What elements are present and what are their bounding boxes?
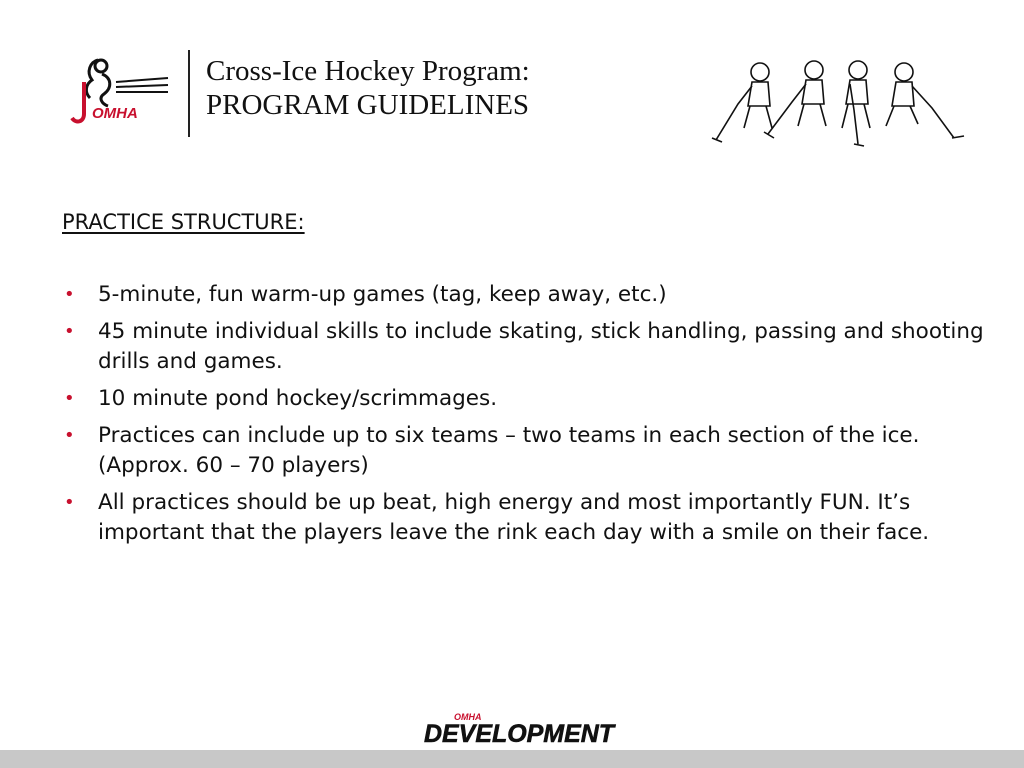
list-item: • 5-minute, fun warm-up games (tag, keep away, etc.) [62,280,992,310]
dev-logo-small-text: OMHA [454,712,482,722]
list-item: • Practices can include up to six teams – two teams in each section of the ice. (Approx. 60 – 70 players) [64,423,920,478]
hockey-players-illustration [708,54,970,150]
section-heading: PRACTICE STRUCTURE: [62,210,305,234]
omha-development-logo [420,708,620,748]
page-title [206,54,530,122]
bullet-icon: • [64,425,75,446]
omha-logo [68,52,176,132]
title-line-2: PROGRAM GUIDELINES [206,89,530,121]
footer-bar [0,750,1024,768]
bullet-icon: • [64,284,75,305]
bullet-icon: • [64,492,75,513]
player-3-icon [842,61,870,146]
bullet-icon: • [64,321,75,342]
list-item: • All practices should be up beat, high energy and most importantly FUN. It’s important that the players leave the rink each day with a smile on their face. [64,490,930,545]
list-item: • 10 minute pond hockey/scrimmages. [62,384,992,414]
player-4-icon [886,63,964,138]
player-2-icon [764,61,826,138]
title-line-1: Cross-Ice Hockey Program: [206,55,530,87]
list-item: • 45 minute individual skills to include skating, stick handling, passing and shooting drills and games. [64,319,984,374]
dev-logo-text: DEVELOPMENT [424,720,617,748]
bullet-icon: • [64,388,75,409]
omha-logo-text: OMHA [92,105,138,122]
bullet-list [62,280,992,555]
header-divider [188,50,190,137]
player-1-icon [712,63,772,142]
